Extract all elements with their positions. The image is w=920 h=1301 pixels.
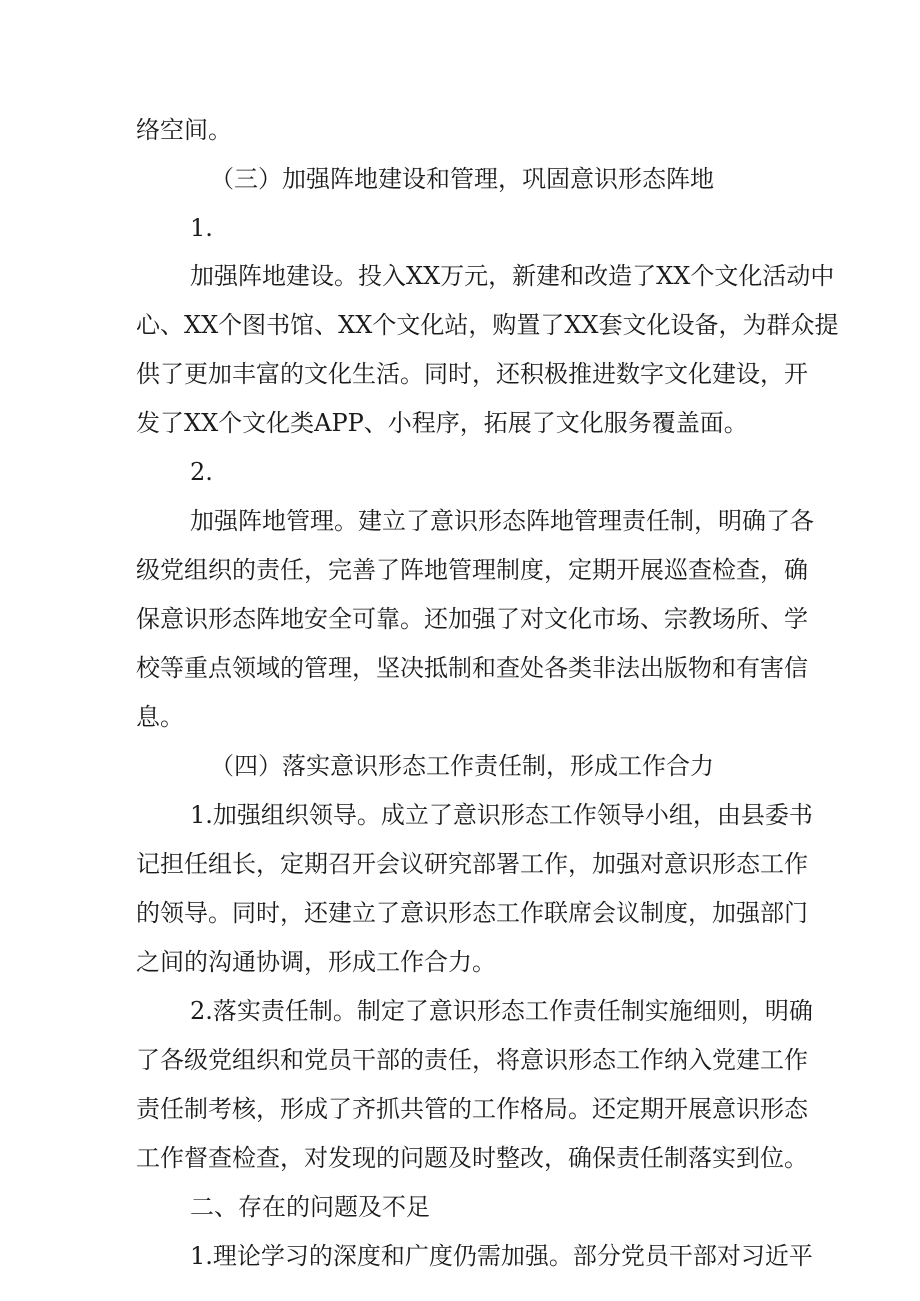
paragraph-tail: 络空间。 [136, 116, 232, 144]
paragraph-line: 加强阵地建设。投入XX万元，新建和改造了XX个文化活动中 [190, 262, 835, 290]
paragraph-line: 发了XX个文化类APP、小程序，拓展了文化服务覆盖面。 [136, 409, 748, 437]
paragraph-line: 责任制考核，形成了齐抓共管的工作格局。还定期开展意识形态 [136, 1095, 808, 1123]
section-heading-3: （三）加强阵地建设和管理，巩固意识形态阵地 [210, 165, 714, 193]
section-heading-2: 二、存在的问题及不足 [190, 1193, 430, 1221]
paragraph-line: 校等重点领域的管理，坚决抵制和查处各类非法出版物和有害信 [136, 654, 808, 682]
paragraph-line: 级党组织的责任，完善了阵地管理制度，定期开展巡查检查，确 [136, 556, 808, 584]
paragraph-line: 2.落实责任制。制定了意识形态工作责任制实施细则，明确 [190, 997, 813, 1025]
paragraph-line: 记担任组长，定期召开会议研究部署工作，加强对意识形态工作 [136, 850, 808, 878]
paragraph-line: 之间的沟通协调，形成工作合力。 [136, 948, 496, 976]
paragraph-line: 心、XX个图书馆、XX个文化站，购置了XX套文化设备，为群众提 [136, 311, 839, 339]
paragraph-line: 加强阵地管理。建立了意识形态阵地管理责任制，明确了各 [190, 507, 814, 535]
paragraph-line: 1.理论学习的深度和广度仍需加强。部分党员干部对习近平 [190, 1242, 813, 1270]
paragraph-line: 供了更加丰富的文化生活。同时，还积极推进数字文化建设，开 [136, 360, 808, 388]
paragraph-line: 1.加强组织领导。成立了意识形态工作领导小组，由县委书 [190, 801, 813, 829]
item-number: 2. [190, 458, 213, 486]
paragraph-line: 的领导。同时，还建立了意识形态工作联席会议制度，加强部门 [136, 899, 808, 927]
section-heading-4: （四）落实意识形态工作责任制，形成工作合力 [210, 752, 714, 780]
paragraph-line: 保意识形态阵地安全可靠。还加强了对文化市场、宗教场所、学 [136, 605, 808, 633]
paragraph-line: 了各级党组织和党员干部的责任，将意识形态工作纳入党建工作 [136, 1046, 808, 1074]
paragraph-line: 工作督查检查，对发现的问题及时整改，确保责任制落实到位。 [136, 1144, 808, 1172]
paragraph-line: 息。 [136, 703, 184, 731]
item-number: 1. [190, 214, 213, 242]
